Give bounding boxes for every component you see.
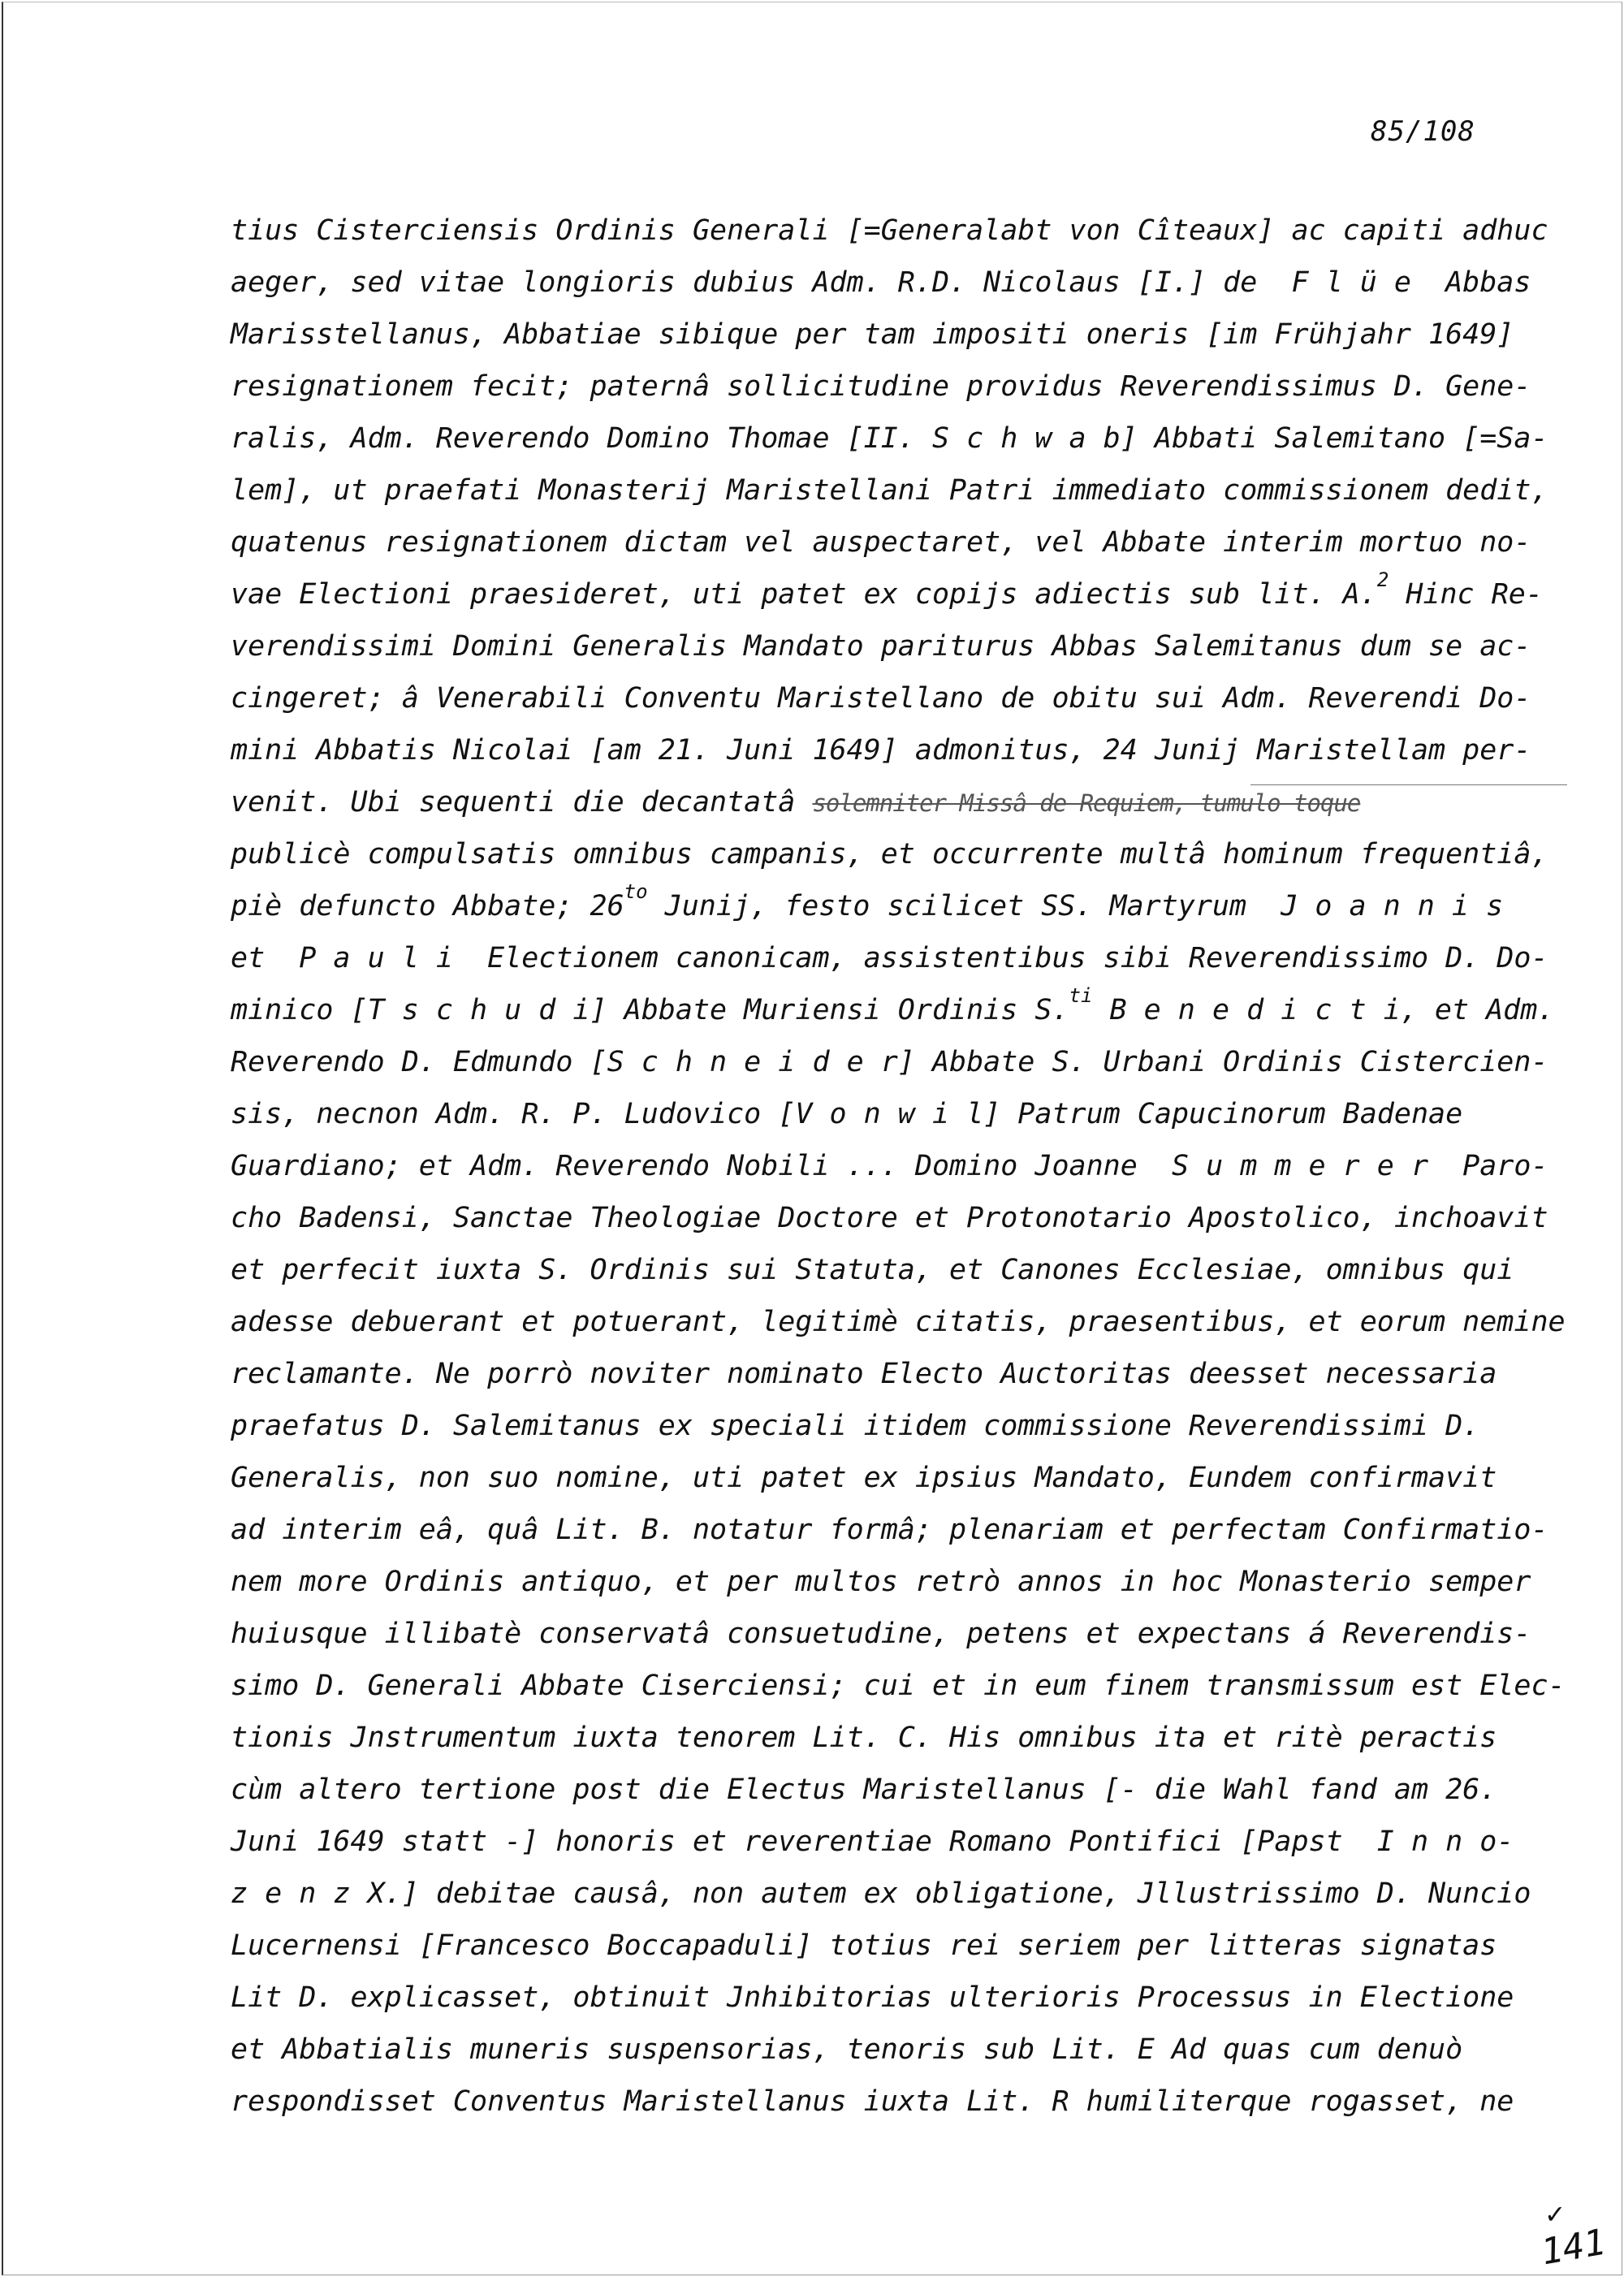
text-line: tionis Jnstrumentum iuxta tenorem Lit. C. His omnibus ita et ritè peractis (231, 1722, 1497, 1754)
text-line: ralis, Adm. Reverendo Domino Thomae [II. S c h w a b] Abbati Salemitano [=Sa- (231, 422, 1548, 455)
deletion-rule (1250, 784, 1567, 785)
text-line: cho Badensi, Sanctae Theologiae Doctore et Protonotario Apostolico, inchoavit (231, 1202, 1548, 1234)
text-line: adesse debuerant et potuerant, legitimè citatis, praesentibus, et eorum nemine (231, 1306, 1566, 1338)
text-line: et perfecit iuxta S. Ordinis sui Statuta, et Canones Ecclesiae, omnibus qui (231, 1254, 1514, 1286)
folio-check-mark: ✓ (1546, 2197, 1564, 2231)
text-line: Juni 1649 statt -] honoris et reverentiae Romano Pontifici [Papst I n n o- (231, 1825, 1514, 1858)
struck-text: solemniter Missâ de Requiem, tumulo toque (812, 789, 1361, 817)
folio-number: 141 (1538, 2221, 1609, 2274)
page-number: 85/108 (1371, 115, 1475, 148)
text-line: resignationem fecit; paternâ sollicitudine providus Reverendissimus D. Gene- (231, 370, 1531, 403)
text-line: simo D. Generali Abbate Ciserciensi; cui et in eum finem transmissum est Elec- (231, 1670, 1566, 1702)
text-line: ad interim eâ, quâ Lit. B. notatur formâ; plenariam et perfectam Confirmatio- (231, 1514, 1548, 1546)
text-line: aeger, sed vitae longioris dubius Adm. R.D. Nicolaus [I.] de F l ü e Abbas (231, 266, 1531, 299)
text-line: Lit D. explicasset, obtinuit Jnhibitorias ulterioris Processus in Electione (231, 1981, 1514, 2014)
text-line: z e n z X.] debitae causâ, non autem ex obligatione, Jllustrissimo D. Nuncio (231, 1877, 1531, 1910)
text-line: publicè compulsatis omnibus campanis, et occurrente multâ hominum frequentiâ, (231, 838, 1548, 871)
text-line: cingeret; â Venerabili Conventu Maristellano de obitu sui Adm. Reverendi Do- (231, 682, 1531, 715)
text-line: Reverendo D. Edmundo [S c h n e i d e r] Abbate S. Urbani Ordinis Cistercien- (231, 1046, 1548, 1078)
text-line: quatenus resignationem dictam vel auspectaret, vel Abbate interim mortuo no- (231, 526, 1531, 559)
text-line: et Abbatialis muneris suspensorias, tenoris sub Lit. E Ad quas cum denuò (231, 2033, 1463, 2066)
text-line: huiusque illibatè conservatâ consuetudine, petens et expectans á Reverendis- (231, 1618, 1531, 1650)
text-line: nem more Ordinis antiquo, et per multos retrò annos in hoc Monasterio semper (231, 1566, 1531, 1598)
text-line: et P a u l i Electionem canonicam, assistentibus sibi Reverendissimo D. Do- (231, 942, 1548, 974)
text-line: praefatus D. Salemitanus ex speciali itidem commissione Reverendissimi D. (231, 1410, 1480, 1442)
text-line: sis, necnon Adm. R. P. Ludovico [V o n w i l] Patrum Capucinorum Badenae (231, 1098, 1463, 1130)
text-line: piè defuncto Abbate; $26^{to}$ Junij, festo scilicet SS. Martyrum J o a n n i s (231, 880, 1504, 922)
superscript: ti (1069, 984, 1093, 1008)
document-body (231, 205, 1566, 2128)
text-line: cùm altero tertione post die Electus Maristellanus [- die Wahl fand am 26. (231, 1774, 1497, 1806)
text-line: minico [T s c h u d i] Abbate Muriensi Ordinis S.$^{ti}$ B e n e d i c t i, et Adm. (231, 984, 1555, 1026)
text-line: verendissimi Domini Generalis Mandato pariturus Abbas Salemitanus dum se ac- (231, 630, 1531, 663)
text-line: tius Cisterciensis Ordinis Generali [=Generalabt von Cîteaux] ac capiti adhuc (231, 214, 1548, 247)
text-line: Marisstellanus, Abbatiae sibique per tam impositi oneris [im Frühjahr 1649] (231, 318, 1514, 351)
superscript: to (624, 880, 648, 904)
text-line: Lucernensi [Francesco Boccapaduli] totius rei seriem per litteras signatas (231, 1929, 1497, 1962)
text-line: Guardiano; et Adm. Reverendo Nobili ... Domino Joanne S u m m e r e r Paro- (231, 1150, 1548, 1182)
footnote-marker: 2 (1376, 568, 1389, 592)
text-line: venit. Ubi sequenti die decantatâ solemniter Missâ de Requiem, tumulo toque (231, 786, 1361, 819)
text-line: Generalis, non suo nomine, uti patet ex ipsius Mandato, Eundem confirmavit (231, 1462, 1497, 1494)
text-line: vae Electioni praesideret, uti patet ex copijs adiectis sub lit. A.$^2$ Hinc Re- (231, 568, 1543, 611)
text-line: reclamante. Ne porrò noviter nominato Electo Auctoritas deesset necessaria (231, 1358, 1497, 1390)
text-line: mini Abbatis Nicolai [am 21. Juni 1649] admonitus, 24 Junij Maristellam per- (231, 734, 1531, 767)
text-line: respondisset Conventus Maristellanus iuxta Lit. R humiliterque rogasset, ne (231, 2085, 1514, 2118)
text-line: lem], ut praefati Monasterij Maristellani Patri immediato commissionem dedit, (231, 474, 1548, 507)
